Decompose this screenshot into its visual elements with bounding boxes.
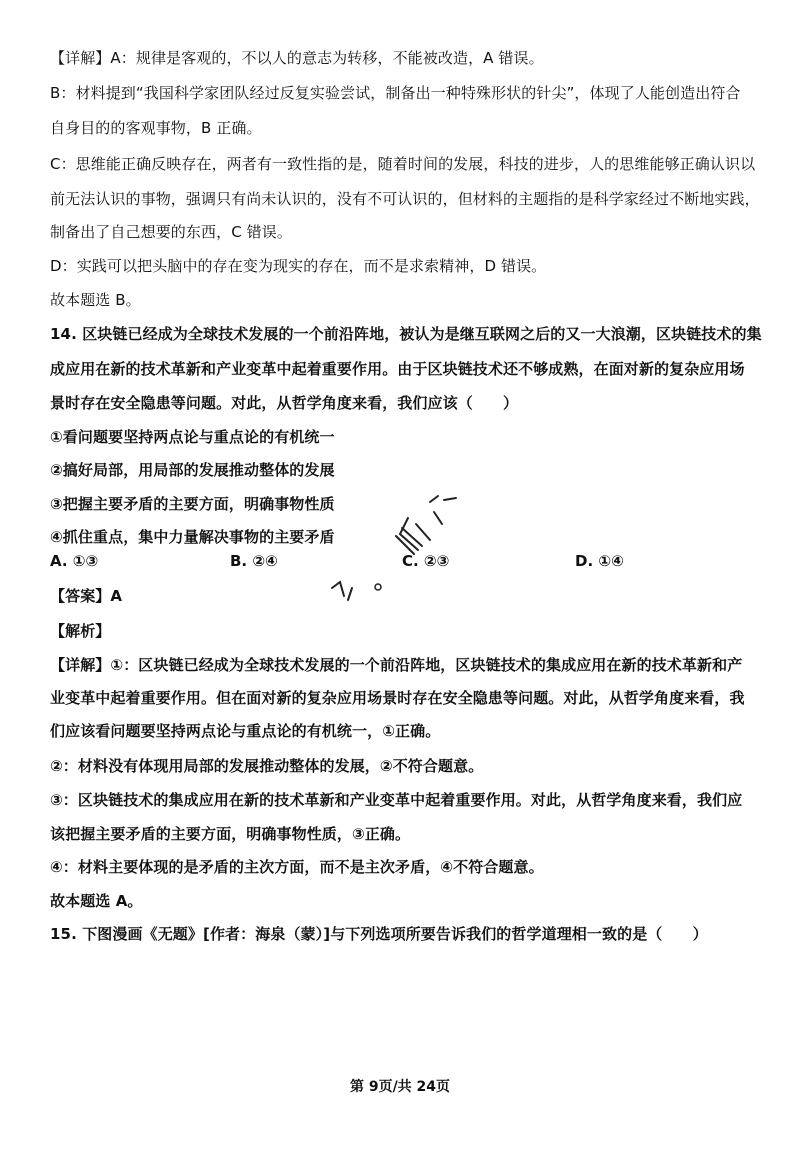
text-line: ④：材料主要体现的是矛盾的主次方面，而不是主次矛盾，④不符合题意。 [50,858,544,876]
answer-label: 【答案】A [50,587,123,605]
page-number: 第 9页/共 24页 [349,1079,451,1095]
analysis-label: 【解析】 [50,622,111,640]
text-line: 们应该看问题要坚持两点论与重点论的有机统一，①正确。 [50,722,441,740]
statement-1: ①看问题要坚持两点论与重点论的有机统一 [50,428,335,446]
option-d: D. ①④ [575,552,624,570]
text-line: 自身目的的客观事物，B 正确。 [50,119,262,137]
text-line: B：材料提到“我国科学家团队经过反复实验尝试，制备出一种特殊形状的针尖”，体现了人能创造出符合 [50,84,741,102]
text-line: 该把握主要矛盾的主要方面，明确事物性质，③正确。 [50,825,411,843]
text-line: 故本题选 B。 [50,291,141,309]
question-14-stem: 景时存在安全隐患等问题。对此，从哲学角度来看，我们应该（ ） [50,394,519,412]
question-14-stem: 成应用在新的技术革新和产业变革中起着重要作用。由于区块链技术还不够成熟，在面对新的复杂应用场 [50,360,745,378]
option-c: C. ②③ [402,552,450,570]
text-line: 【详解】①：区块链已经成为全球技术发展的一个前沿阵地，区块链技术的集成应用在新的技术革新和产 [50,656,743,674]
option-a: A. ①③ [50,552,99,570]
text-line: ②：材料没有体现用局部的发展推动整体的发展，②不符合题意。 [50,757,484,775]
statement-3: ③把握主要矛盾的主要方面，明确事物性质 [50,495,335,513]
statement-2: ②搞好局部，用局部的发展推动整体的发展 [50,461,335,479]
text-line: C：思维能正确反映存在，两者有一致性指的是，随着时间的发展，科技的进步，人的思维能够正确认识以 [50,155,756,173]
text-line: 【详解】A：规律是客观的，不以人的意志为转移，不能被改造，A 错误。 [50,49,544,67]
question-15-stem: 15. 下图漫画《无题》[作者：海泉（蒙）]与下列选项所要告诉我们的哲学道理相一致的是（ ） [50,925,708,943]
text-line: 制备出了自己想要的东西，C 错误。 [50,223,292,241]
question-14-stem: 14. 区块链已经成为全球技术发展的一个前沿阵地，被认为是继互联网之后的又一大浪潮，区块链技术的集 [50,325,762,343]
text-line: ③：区块链技术的集成应用在新的技术革新和产业变革中起着重要作用。对此，从哲学角度来看，我们应 [50,791,743,809]
text-line: 故本题选 A。 [50,892,143,910]
text-line: D：实践可以把头脑中的存在变为现实的存在，而不是求索精神，D 错误。 [50,257,547,275]
statement-4: ④抓住重点，集中力量解决事物的主要矛盾 [50,528,335,546]
text-line: 业变革中起着重要作用。但在面对新的复杂应用场景时存在安全隐患等问题。对此，从哲学角度来看，我 [50,689,745,707]
option-b: B. ②④ [230,552,278,570]
text-line: 前无法认识的事物，强调只有尚未认识的，没有不可认识的，但材料的主题指的是科学家经过不断地实践， [50,190,760,208]
